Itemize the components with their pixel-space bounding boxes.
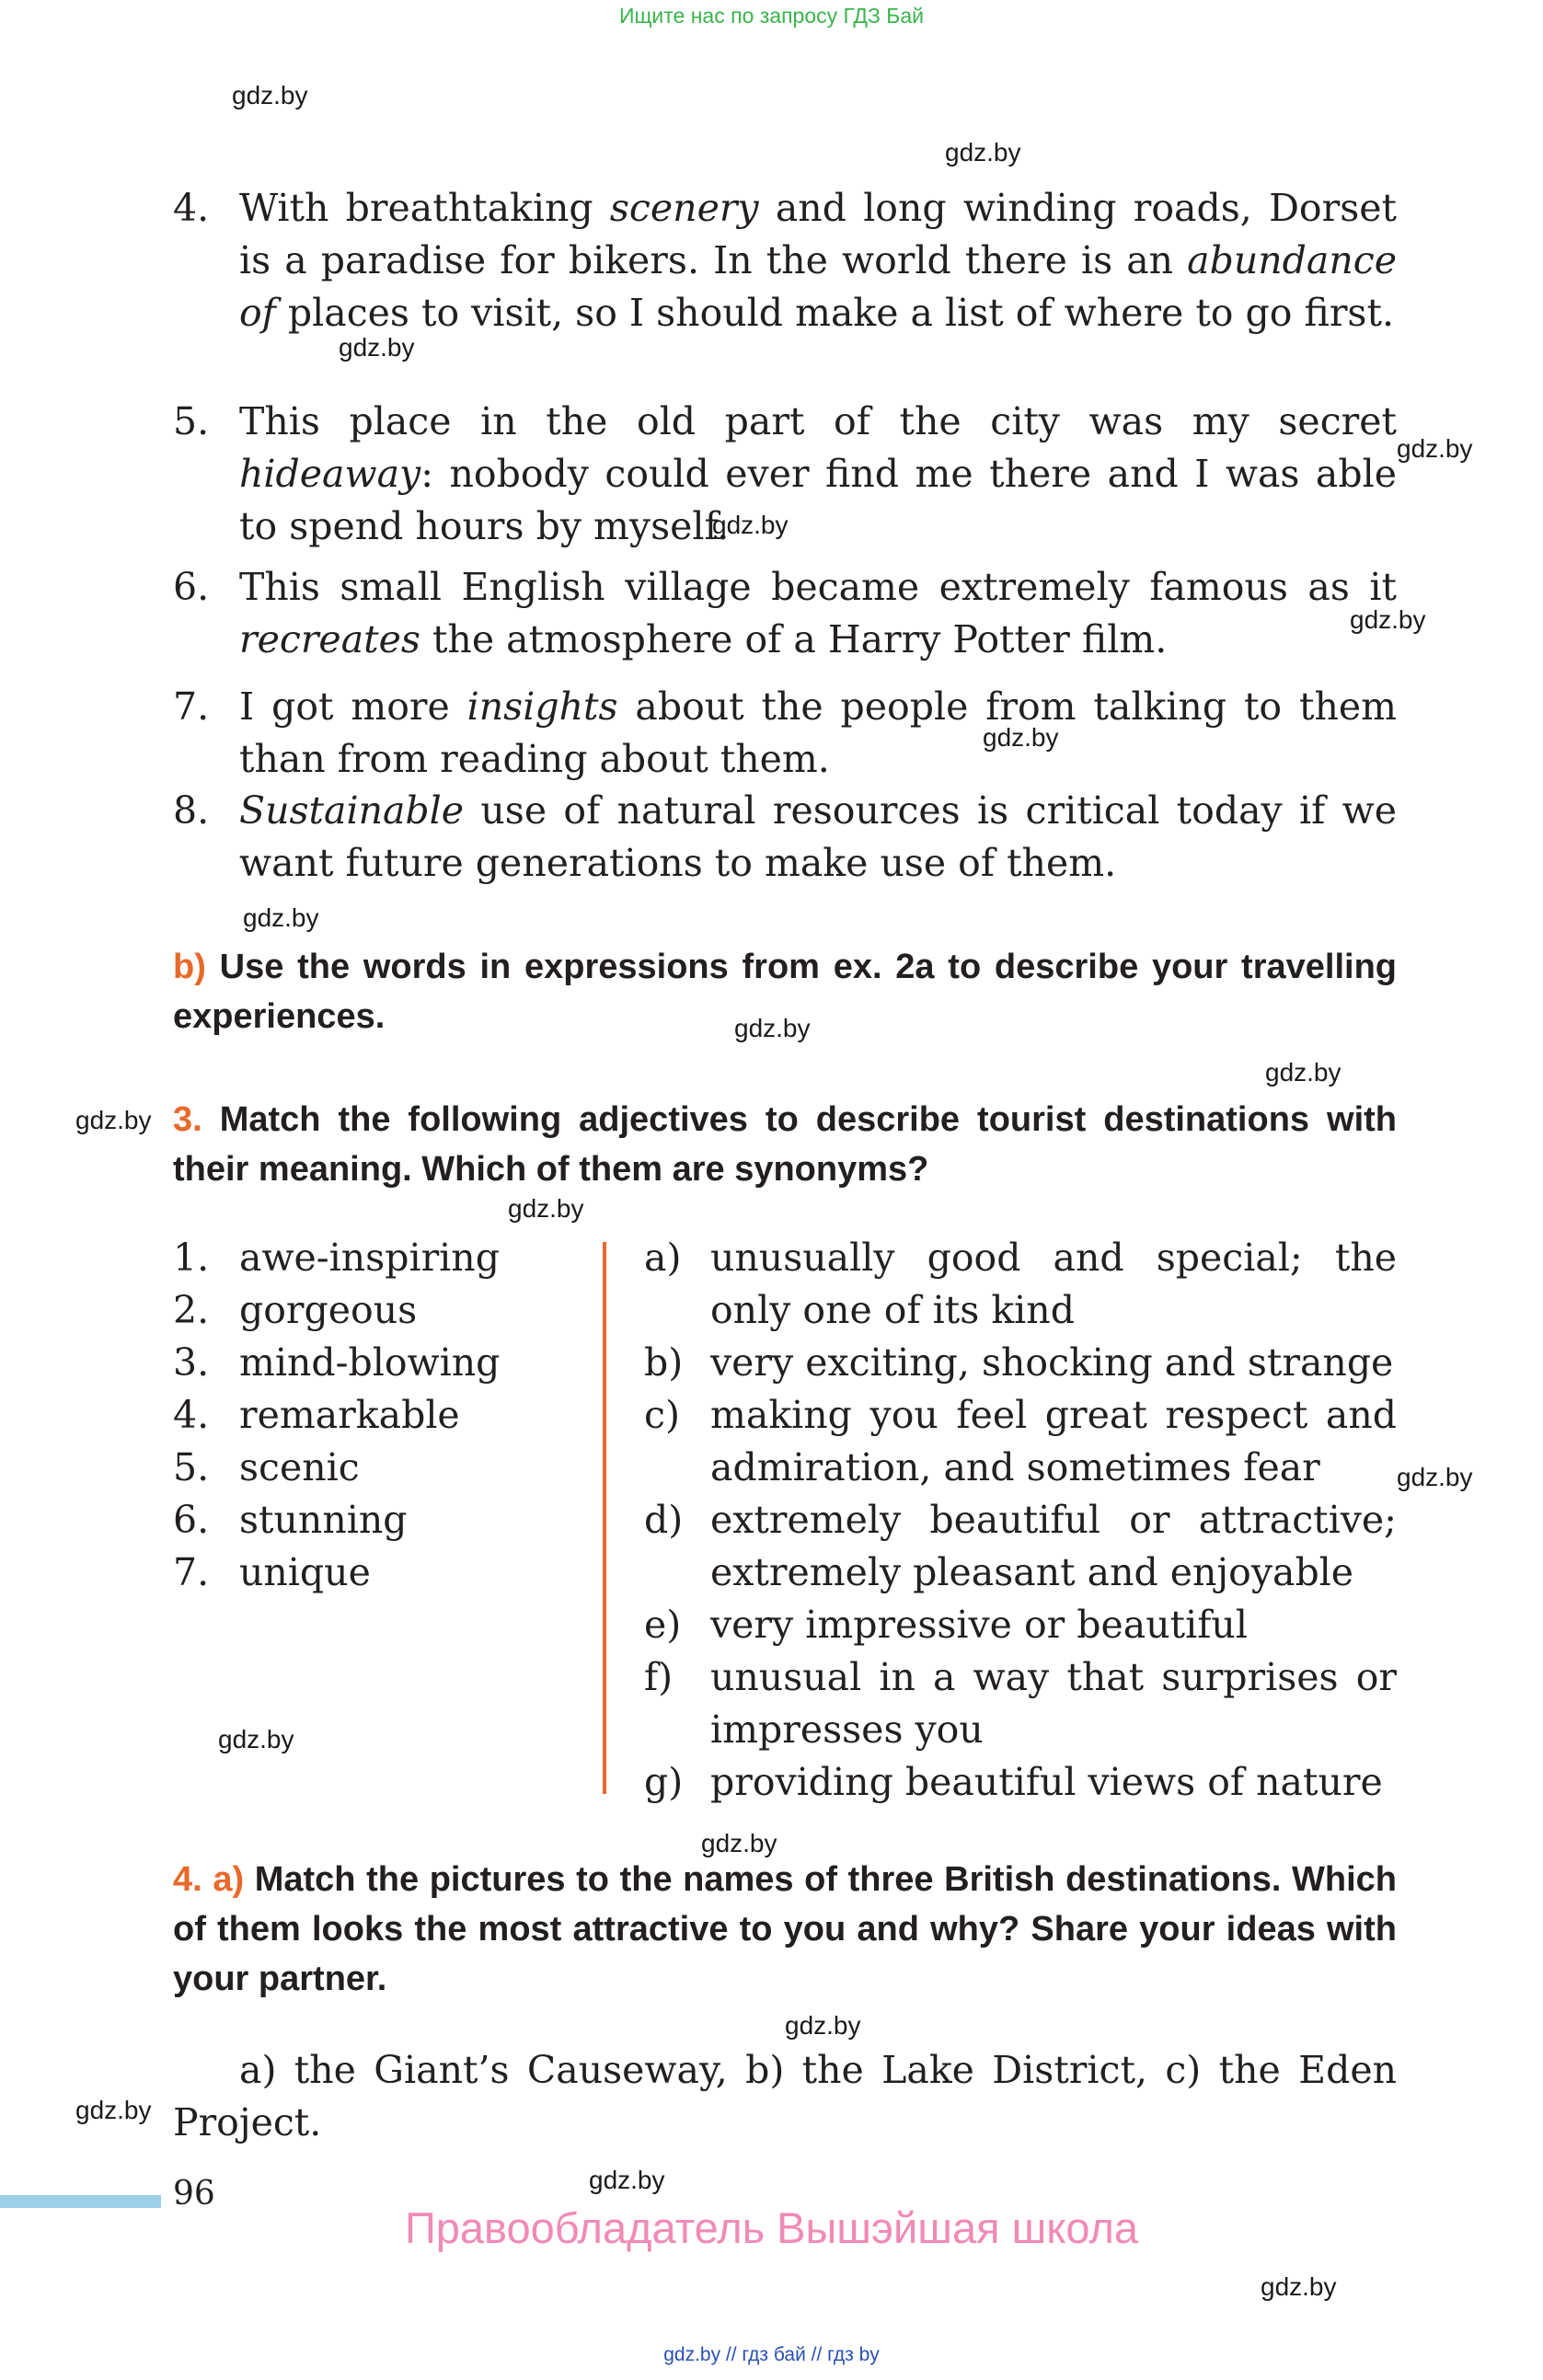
watermark: gdz.by <box>1350 605 1426 634</box>
adjectives-list <box>173 1232 596 1599</box>
watermark: gdz.by <box>218 1725 294 1753</box>
text-fragment: the atmosphere of a Harry Potter film. <box>420 617 1168 661</box>
adjective-number: 3. <box>173 1340 210 1385</box>
adjective-word: awe-inspiring <box>239 1236 500 1280</box>
meaning-letter: e) <box>644 1603 682 1647</box>
adjective-word: unique <box>239 1550 371 1594</box>
text-fragment: about the people from talking to them than from reading about them. <box>239 684 1398 781</box>
adjective-number: 5. <box>173 1445 210 1489</box>
copyright-notice: Правообладатель Вышэйшая школа <box>404 2203 1139 2252</box>
meaning-letter: d) <box>644 1498 684 1542</box>
meaning-text: unusual in a way that surprises or impresses you <box>710 1655 1397 1752</box>
item-number: 7. <box>173 684 210 729</box>
watermark: gdz.by <box>1265 1058 1341 1087</box>
task-3-text: Match the following adjectives to describe tourist destinations with their meaning. Which of them are synonyms? <box>173 1100 1397 1189</box>
watermark: gdz.by <box>232 81 308 109</box>
adjective-item <box>173 1442 596 1494</box>
watermark: gdz.by <box>339 333 415 362</box>
meaning-text: very exciting, shocking and strange <box>710 1340 1394 1385</box>
watermark: gdz.by <box>589 2166 665 2194</box>
watermark: gdz.by <box>243 903 319 932</box>
meaning-item <box>644 1599 1397 1651</box>
highlighted-word: hideaway <box>239 452 421 496</box>
adjective-word: stunning <box>239 1498 408 1542</box>
watermark: gdz.by <box>785 2011 861 2040</box>
item-text <box>239 561 1397 666</box>
bottom-links[interactable]: gdz.by // гдз бай // гдз by <box>663 2344 880 2365</box>
meaning-item <box>644 1756 1397 1809</box>
meaning-letter: a) <box>644 1236 682 1280</box>
task-3 <box>173 1095 1397 1194</box>
item-text <box>239 681 1397 786</box>
meaning-letter: f) <box>644 1655 674 1699</box>
adjective-number: 7. <box>173 1550 210 1594</box>
watermark: gdz.by <box>75 1106 152 1134</box>
top-banner[interactable]: Ищите нас по запросу ГДЗ Бай <box>618 4 925 28</box>
item-text <box>239 785 1397 890</box>
text-fragment: I got more <box>239 684 467 729</box>
text-fragment: : nobody could ever find me there and I was able to spend hours by myself. <box>239 452 1397 548</box>
meaning-text: very impressive or beautiful <box>710 1603 1248 1647</box>
highlighted-word: insights <box>466 684 618 729</box>
highlighted-word: scenery <box>609 186 759 230</box>
highlighted-word: Sustainable <box>239 788 465 833</box>
meaning-item <box>644 1232 1397 1337</box>
watermark: gdz.by <box>701 1829 777 1857</box>
adjective-number: 4. <box>173 1393 210 1437</box>
meaning-text: unusually good and special; the only one of its kind <box>710 1236 1397 1332</box>
highlighted-word: recreates <box>239 617 420 661</box>
column-divider <box>603 1242 606 1794</box>
adjective-item <box>173 1494 596 1546</box>
task-2b-label: b) <box>173 948 206 986</box>
item-number: 4. <box>173 186 210 230</box>
watermark: gdz.by <box>1397 1463 1473 1491</box>
text-fragment: This place in the old part of the city was my secret <box>239 399 1397 443</box>
adjective-item <box>173 1284 596 1337</box>
task-4-label: 4. <box>173 1860 202 1899</box>
adjective-word: mind-blowing <box>239 1340 501 1385</box>
meaning-text: making you feel great respect and admiration, and sometimes fear <box>710 1393 1397 1489</box>
watermark: gdz.by <box>945 138 1021 167</box>
watermark: gdz.by <box>75 2096 152 2124</box>
text-fragment: places to visit, so I should make a list of where to go first. <box>275 291 1394 335</box>
adjective-item <box>173 1337 596 1389</box>
meaning-text: extremely beautiful or attractive; extremely pleasant and enjoyable <box>710 1498 1397 1594</box>
task-4-text: Match the pictures to the names of three British destinations. Which of them looks the most attractive to you and why? Share your ideas with your partner. <box>173 1860 1398 1998</box>
adjective-item <box>173 1232 596 1284</box>
task-2b-text: Use the words in expressions from ex. 2a to describe your travelling experiences. <box>173 948 1397 1036</box>
text-fragment: This small English village became extremely famous as it <box>239 565 1397 609</box>
text-fragment: With breathtaking <box>239 186 610 230</box>
page-number: 96 <box>173 2175 215 2213</box>
item-number: 6. <box>173 565 210 609</box>
text-fragment: use of natural resources is critical today if we want future generations to make use of them. <box>239 788 1397 885</box>
adjective-item <box>173 1546 596 1599</box>
adjective-number: 6. <box>173 1498 210 1542</box>
item-number: 5. <box>173 399 210 443</box>
meaning-item <box>644 1494 1397 1599</box>
adjective-number: 2. <box>173 1288 210 1332</box>
adjective-word: gorgeous <box>239 1288 418 1332</box>
item-text <box>239 182 1397 339</box>
watermark: gdz.by <box>1261 2272 1337 2301</box>
adjective-number: 1. <box>173 1236 210 1280</box>
meaning-letter: c) <box>644 1393 680 1437</box>
watermark: gdz.by <box>983 723 1059 752</box>
meaning-item <box>644 1651 1397 1756</box>
text-fragment: and long winding roads, Dorset is a paradise for bikers. In the world there is an <box>239 186 1397 282</box>
task-4 <box>173 1855 1397 2004</box>
meaning-item <box>644 1337 1397 1389</box>
adjective-word: scenic <box>239 1445 360 1489</box>
watermark: gdz.by <box>508 1194 584 1223</box>
adjective-item <box>173 1389 596 1442</box>
task-4-options: a) the Giant’s Causeway, b) the Lake District, c) the Eden Project. <box>173 2048 1397 2144</box>
meaning-letter: g) <box>644 1760 684 1804</box>
meanings-list <box>644 1232 1397 1809</box>
item-text <box>239 396 1397 553</box>
watermark: gdz.by <box>712 511 789 539</box>
item-number: 8. <box>173 788 210 833</box>
adjective-word: remarkable <box>239 1393 460 1437</box>
task-4-sublabel: a) <box>213 1860 245 1899</box>
watermark: gdz.by <box>1397 434 1473 463</box>
task-3-label: 3. <box>173 1100 202 1139</box>
watermark: gdz.by <box>734 1014 811 1042</box>
meaning-text: providing beautiful views of nature <box>710 1760 1383 1804</box>
highlighted-word: abundance of <box>239 238 1397 335</box>
meaning-letter: b) <box>644 1340 684 1385</box>
meaning-item <box>644 1389 1397 1494</box>
